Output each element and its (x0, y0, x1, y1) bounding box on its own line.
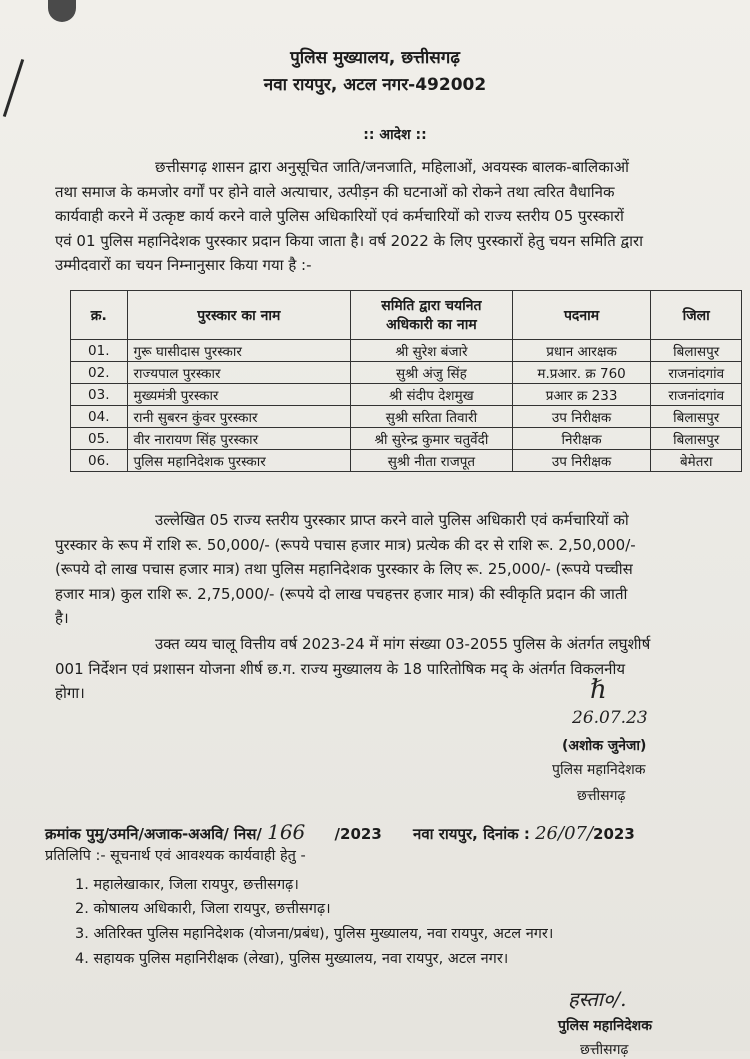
expense-line: होगा। (55, 684, 85, 703)
table-row (71, 450, 742, 472)
cell-award: वीर नारायण सिंह पुरस्कार (127, 428, 351, 450)
cell-award: राज्यपाल पुरस्कार (127, 362, 351, 384)
intro-line: तथा समाज के कमजोर वर्गों पर होने वाले अत्याचार, उत्पीड़न की घटनाओं को रोकने तथा त्वरित वैधानिक (55, 182, 615, 201)
cell-serial: 05. (71, 428, 128, 450)
cell-district: राजनांदगांव (651, 362, 742, 384)
intro-paragraph (55, 155, 745, 278)
order-title: :: आदेश :: (363, 127, 427, 143)
signature-scribble: ℏ (590, 675, 607, 705)
order-prefix: क्रमांक पुमु/उमनि/अजाक-अअवि/ निस/ (45, 825, 262, 843)
cell-serial: 01. (71, 340, 128, 362)
col-header-officer: समिति द्वारा चयनित अधिकारी का नाम (351, 291, 513, 340)
cell-district: बेमेतरा (651, 450, 742, 472)
table-row (71, 384, 742, 406)
order-year: /2023 (334, 825, 382, 843)
order-date: 26/07/ (535, 823, 594, 844)
cell-serial: 04. (71, 406, 128, 428)
cell-serial: 06. (71, 450, 128, 472)
cell-district: राजनांदगांव (651, 384, 742, 406)
table-row (71, 406, 742, 428)
cell-serial: 03. (71, 384, 128, 406)
office-name: पुलिस मुख्यालय, छत्तीसगढ़ (290, 48, 460, 68)
cell-designation: उप निरीक्षक (512, 450, 651, 472)
copy-heading: प्रतिलिपि :- सूचनार्थ एवं आवश्यक कार्यवाही हेतु - (45, 848, 306, 864)
cell-designation: निरीक्षक (512, 428, 651, 450)
cell-designation: प्रधान आरक्षक (512, 340, 651, 362)
intro-line: छत्तीसगढ़ शासन द्वारा अनुसूचित जाति/जनजाति, महिलाओं, अवयस्क बालक-बालिकाओं (155, 158, 629, 176)
cell-officer: सुश्री अंजु सिंह (351, 362, 513, 384)
amount-paragraph (55, 508, 745, 631)
cell-award: पुलिस महानिदेशक पुरस्कार (127, 450, 351, 472)
amount-line: उल्लेखित 05 राज्य स्तरीय पुरस्कार प्राप्त करने वाले पुलिस अधिकारी एवं कर्मचारियों को (155, 511, 629, 529)
cell-award: रानी सुबरन कुंवर पुरस्कार (127, 406, 351, 428)
signatory-designation: पुलिस महानिदेशक (552, 762, 646, 778)
amount-line: पुरस्कार के रूप में राशि रू. 50,000/- (रूपये पचास हजार मात्र) प्रत्येक की दर से राशि रू. 2,50,000/- (55, 535, 636, 554)
col-header-designation: पदनाम (512, 291, 651, 340)
cell-designation: प्रआर क्र 233 (512, 384, 651, 406)
office-address: नवा रायपुर, अटल नगर-492002 (263, 75, 487, 95)
cell-officer: श्री सुरेन्द्र कुमार चतुर्वेदी (351, 428, 513, 450)
copy-item: 1. महालेखाकार, जिला रायपुर, छत्तीसगढ़। (75, 877, 299, 893)
cell-district: बिलासपुर (651, 428, 742, 450)
intro-line: एवं 01 पुलिस महानिदेशक पुरस्कार प्रदान किया जाता है। वर्ष 2022 के लिए पुरस्कारों हेतु चयन समिति द्वारा (55, 231, 644, 250)
cell-award: मुख्यमंत्री पुरस्कार (127, 384, 351, 406)
order-number: 166 (267, 820, 306, 844)
intro-line: उम्मीदवारों का चयन निम्नानुसार किया गया है :- (55, 256, 312, 275)
copy-item: 3. अतिरिक्त पुलिस महानिदेशक (योजना/प्रबंध), पुलिस मुख्यालय, नवा रायपुर, अटल नगर। (75, 926, 554, 942)
footer-designation: पुलिस महानिदेशक (558, 1018, 652, 1034)
cell-designation: म.प्रआर. क्र 760 (512, 362, 651, 384)
expense-paragraph (55, 632, 745, 706)
table-row (71, 428, 742, 450)
table-row (71, 362, 742, 384)
col-header-district: जिला (651, 291, 742, 340)
amount-line: हजार मात्र) कुल राशि रू. 2,75,000/- (रूपये दो लाख पचहत्तर हजार मात्र) की स्वीकृति प्रदान की जाती (55, 584, 628, 603)
signatory-state: छत्तीसगढ़ (577, 788, 626, 804)
amount-line: (रूपये दो लाख पचास हजार मात्र) तथा पुलिस महानिदेशक पुरस्कार के लिए रू. 25,000/- (रूपये पच्चीस (55, 560, 633, 579)
awards-table (70, 290, 742, 472)
col-header-award: पुरस्कार का नाम (127, 291, 351, 340)
copy-item: 2. कोषालय अधिकारी, जिला रायपुर, छत्तीसगढ़। (75, 901, 331, 917)
cell-officer: श्री सुरेश बंजारे (351, 340, 513, 362)
order-date-year: 2023 (593, 825, 635, 843)
expense-line: 001 निर्देशन एवं प्रशासन योजना शीर्ष छ.ग. राज्य मुख्यालय के 18 पारितोषिक मद् के अंतर्गत विकलनीय (55, 659, 626, 678)
amount-line: है। (55, 609, 69, 628)
expense-line: उक्त व्यय चालू वित्तीय वर्ष 2023-24 में मांग संख्या 03-2055 पुलिस के अंतर्गत लघुशीर्ष (155, 635, 651, 653)
cell-award: गुरू घासीदास पुरस्कार (127, 340, 351, 362)
pen-cap (48, 0, 76, 22)
signatory-name: (अशोक जुनेजा) (562, 738, 647, 754)
cell-designation: उप निरीक्षक (512, 406, 651, 428)
footer-signature: हस्ता०/. (568, 987, 627, 1011)
cell-serial: 02. (71, 362, 128, 384)
cell-officer: सुश्री नीता राजपूत (351, 450, 513, 472)
table-header-row (71, 291, 742, 340)
cell-district: बिलासपुर (651, 406, 742, 428)
footer-state: छत्तीसगढ़ (580, 1042, 629, 1058)
table-row (71, 340, 742, 362)
copy-item: 4. सहायक पुलिस महानिरीक्षक (लेखा), पुलिस मुख्यालय, नवा रायपुर, अटल नगर। (75, 951, 509, 967)
order-reference (45, 820, 635, 844)
cell-district: बिलासपुर (651, 340, 742, 362)
order-place-date: नवा रायपुर, दिनांक : (413, 825, 530, 843)
cell-officer: श्री संदीप देशमुख (351, 384, 513, 406)
signature-date: 26.07.23 (572, 708, 648, 728)
intro-line: कार्यवाही करने में उत्कृष्ट कार्य करने वाले पुलिस अधिकारियों एवं कर्मचारियों को राज्य स्तरीय 05 पुरस्कारों (55, 207, 624, 226)
col-header-serial: क्र. (71, 291, 128, 340)
cell-officer: सुश्री सरिता तिवारी (351, 406, 513, 428)
